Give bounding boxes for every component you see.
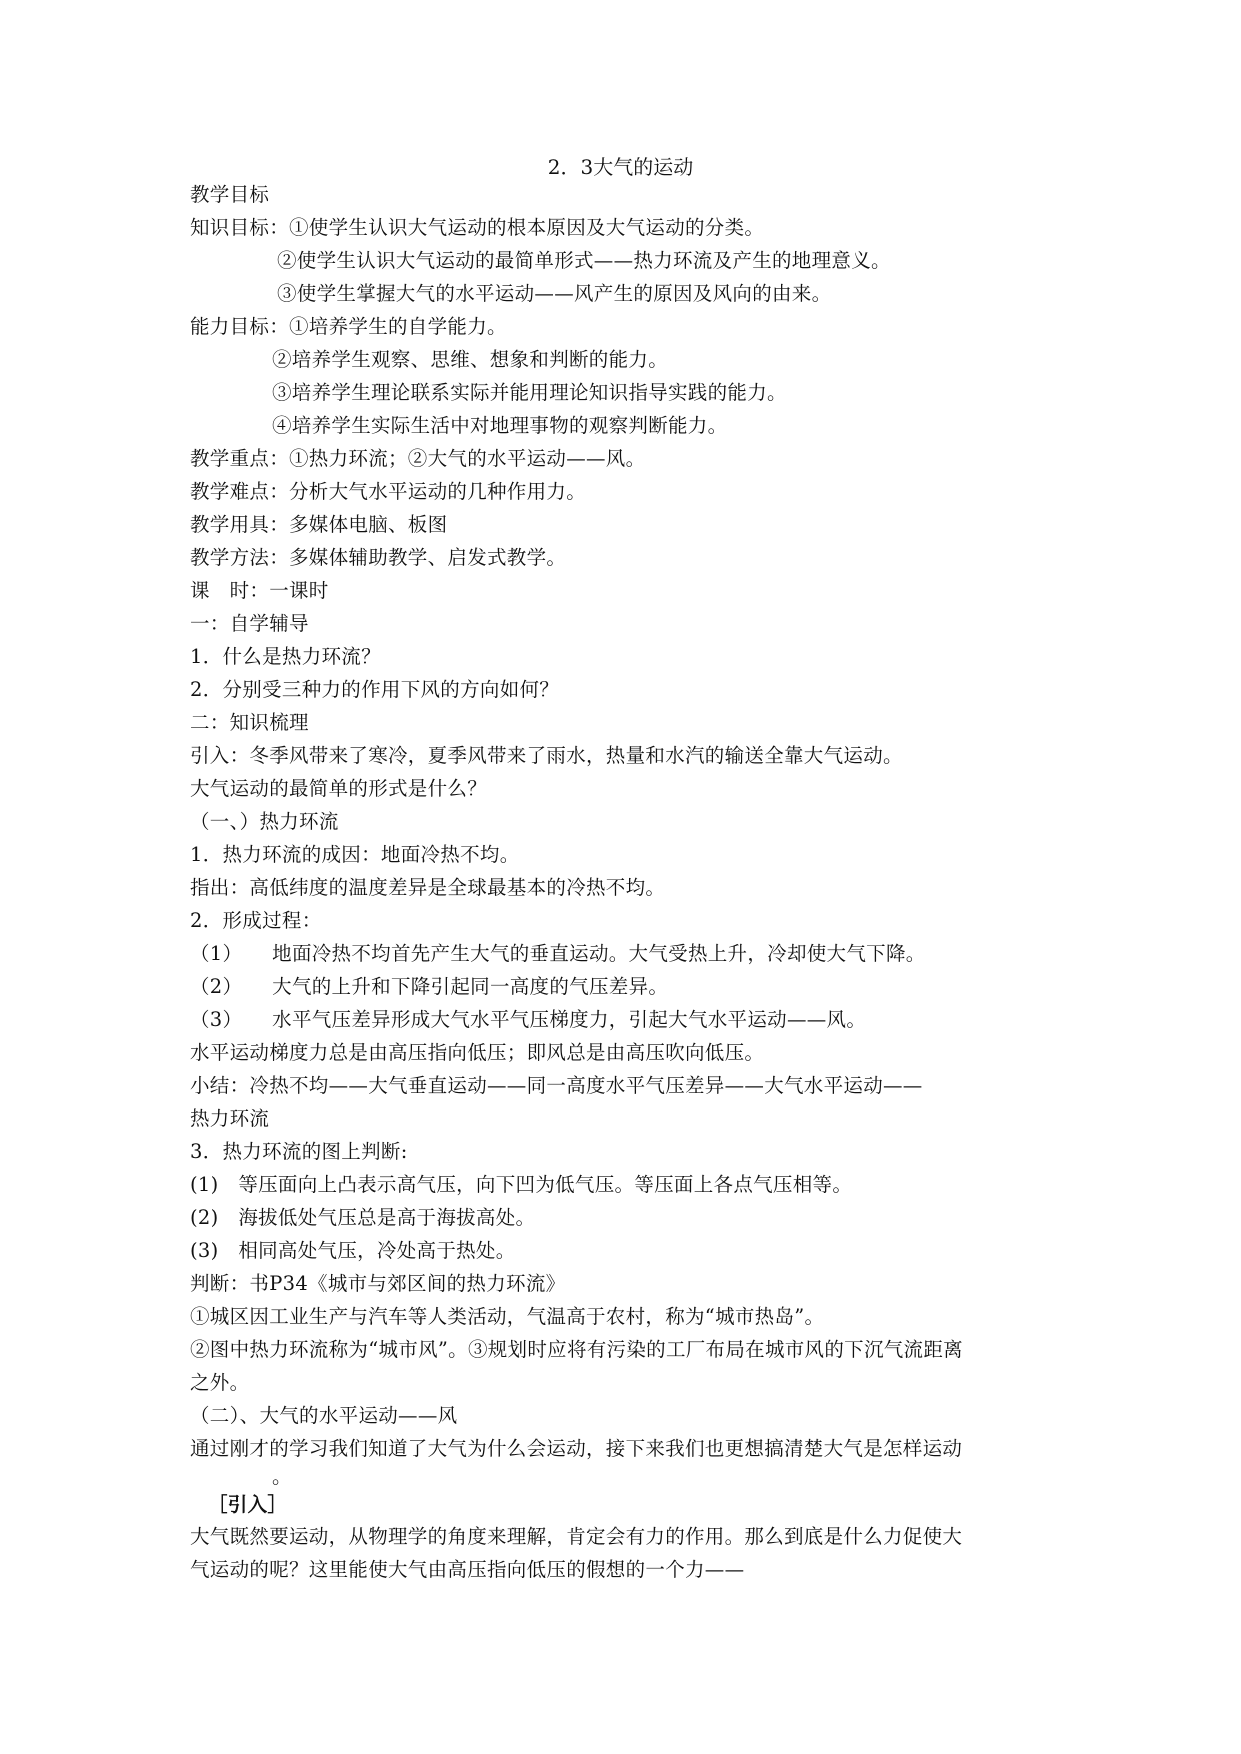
text-line: 教学目标 xyxy=(190,183,270,206)
text-line: （3） 水平气压差异形成大气水平气压梯度力，引起大气水平运动——风。 xyxy=(190,1008,867,1031)
text-line: （1） 地面冷热不均首先产生大气的垂直运动。大气受热上升，冷却使大气下降。 xyxy=(190,942,926,965)
text-line: 水平运动梯度力总是由高压指向低压；即风总是由高压吹向低压。 xyxy=(190,1041,765,1064)
text-line: 引入：冬季风带来了寒冷，夏季风带来了雨水，热量和水汽的输送全靠大气运动。 xyxy=(190,744,903,767)
text-line: ②培养学生观察、思维、想象和判断的能力。 xyxy=(272,348,669,371)
text-line: （2） 大气的上升和下降引起同一高度的气压差异。 xyxy=(190,975,669,998)
text-line: 1．热力环流的成因：地面冷热不均。 xyxy=(190,843,520,866)
text-line: 通过刚才的学习我们知道了大气为什么会运动，接下来我们也更想搞清楚大气是怎样运动 xyxy=(190,1437,963,1460)
text-line: 知识目标：①使学生认识大气运动的根本原因及大气运动的分类。 xyxy=(190,216,765,239)
text-line: 大气既然要运动，从物理学的角度来理解，肯定会有力的作用。那么到底是什么力促使大 xyxy=(190,1525,963,1548)
text-line: 教学难点：分析大气水平运动的几种作用力。 xyxy=(190,480,587,503)
text-line: 教学重点：①热力环流；②大气的水平运动——风。 xyxy=(190,447,646,470)
text-line: ［引入］ xyxy=(208,1493,288,1516)
text-line: 热力环流 xyxy=(190,1107,270,1130)
text-line: ④培养学生实际生活中对地理事物的观察判断能力。 xyxy=(272,414,728,437)
text-line: 一：自学辅导 xyxy=(190,612,309,635)
text-line: ③培养学生理论联系实际并能用理论知识指导实践的能力。 xyxy=(272,381,787,404)
text-line: 之外。 xyxy=(190,1371,250,1394)
text-line: (1) 等压面向上凸表示高气压，向下凹为低气压。等压面上各点气压相等。 xyxy=(190,1173,853,1196)
text-line: 二：知识梳理 xyxy=(190,711,309,734)
text-line: （二）、大气的水平运动——风 xyxy=(190,1404,458,1427)
text-line: 判断：书P34《城市与郊区间的热力环流》 xyxy=(190,1272,566,1295)
text-line: 2．分别受三种力的作用下风的方向如何？ xyxy=(190,678,560,701)
text-line: 能力目标：①培养学生的自学能力。 xyxy=(190,315,507,338)
text-line: 教学方法：多媒体辅助教学、启发式教学。 xyxy=(190,546,567,569)
text-line: 大气运动的最简单的形式是什么？ xyxy=(190,777,488,800)
text-line: ③使学生掌握大气的水平运动——风产生的原因及风向的由来。 xyxy=(277,282,832,305)
document-title: 2．3大气的运动 xyxy=(547,155,694,179)
text-line: 课 时：一课时 xyxy=(190,579,329,602)
text-line: 。 xyxy=(272,1465,292,1488)
text-line: (2) 海拔低处气压总是高于海拔高处。 xyxy=(190,1206,536,1229)
text-line: ②图中热力环流称为“城市风”。③规划时应将有污染的工厂布局在城市风的下沉气流距离 xyxy=(190,1338,963,1361)
text-line: 3．热力环流的图上判断: xyxy=(190,1140,408,1163)
text-line: 气运动的呢？这里能使大气由高压指向低压的假想的一个力—— xyxy=(190,1558,745,1581)
text-line: ②使学生认识大气运动的最简单形式——热力环流及产生的地理意义。 xyxy=(277,249,891,272)
text-line: 小结：冷热不均——大气垂直运动——同一高度水平气压差异——大气水平运动—— xyxy=(190,1074,923,1097)
text-line: 教学用具：多媒体电脑、板图 xyxy=(190,513,448,536)
text-line: (3) 相同高处气压，冷处高于热处。 xyxy=(190,1239,516,1262)
text-line: 指出：高低纬度的温度差异是全球最基本的冷热不均。 xyxy=(190,876,666,899)
text-line: ①城区因工业生产与汽车等人类活动，气温高于农村，称为“城市热岛”。 xyxy=(190,1305,825,1328)
text-line: 2．形成过程： xyxy=(190,909,322,932)
text-line: （一、）热力环流 xyxy=(190,810,339,833)
text-line: 1．什么是热力环流？ xyxy=(190,645,381,668)
